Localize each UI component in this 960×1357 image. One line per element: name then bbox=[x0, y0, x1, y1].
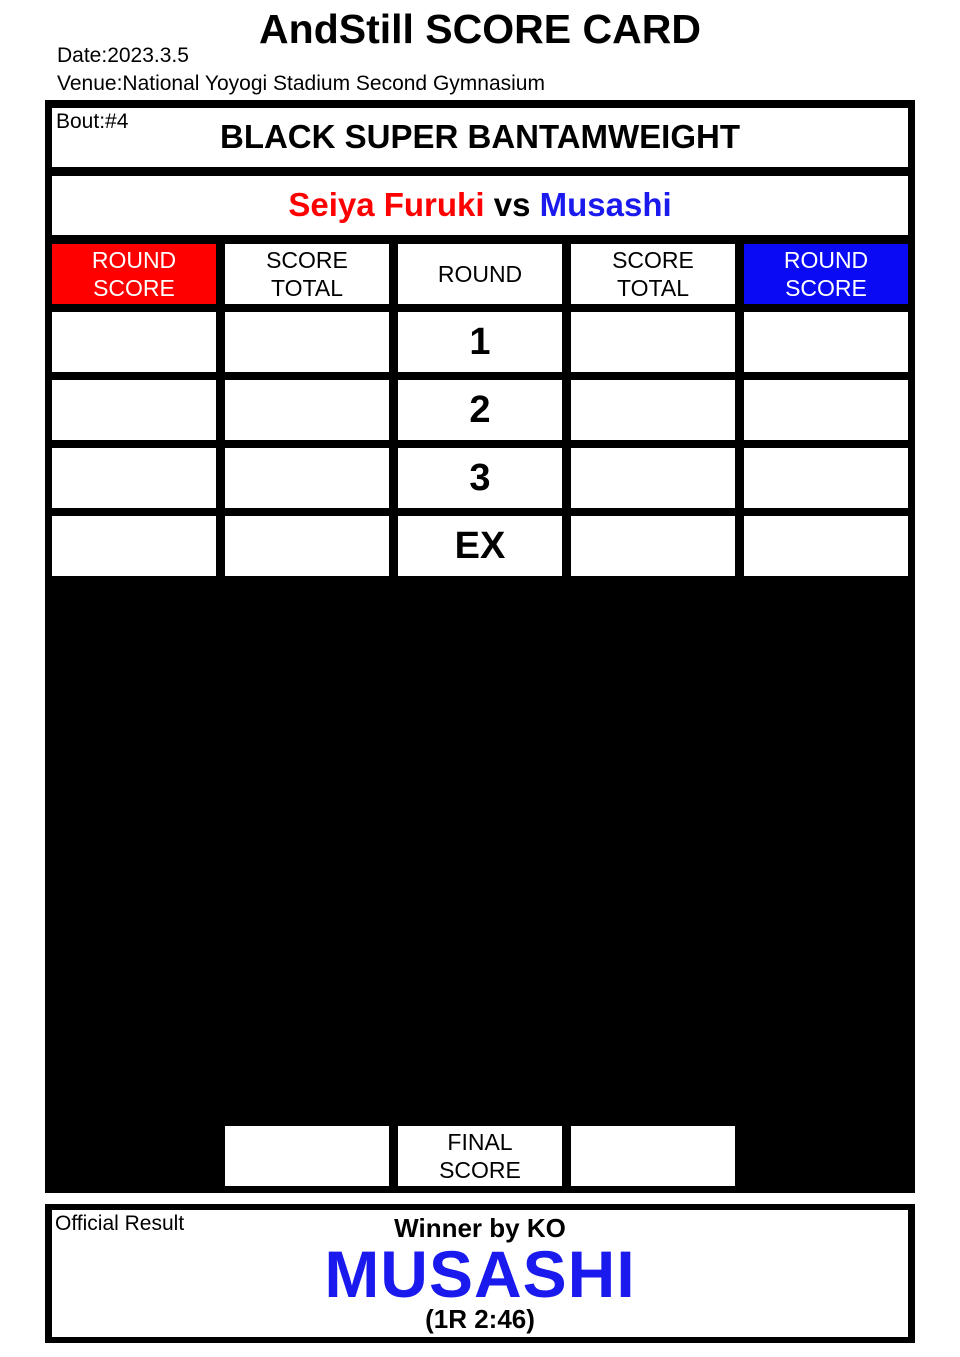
red-score-total-cell bbox=[225, 516, 389, 576]
finish-time: (1R 2:46) bbox=[425, 1304, 535, 1334]
blue-score-total-cell bbox=[571, 312, 735, 372]
vs-text: vs bbox=[484, 186, 540, 223]
blue-round-score-header: ROUND SCORE bbox=[744, 244, 908, 304]
blue-round-score-cell bbox=[744, 312, 908, 372]
blue-round-score-cell bbox=[744, 380, 908, 440]
fighters-line bbox=[52, 184, 908, 226]
blue-round-score-cell bbox=[744, 516, 908, 576]
winner-name: MUSASHI bbox=[324, 1237, 636, 1311]
official-result-label: Official Result bbox=[55, 1212, 185, 1235]
event-venue: Venue:National Yoyogi Stadium Second Gymnasium bbox=[57, 72, 545, 95]
blue-score-total-cell bbox=[571, 380, 735, 440]
blue-corner-fighter: Musashi bbox=[539, 186, 672, 223]
blue-score-total-header: SCORE TOTAL bbox=[571, 244, 735, 304]
final-score-label: FINAL SCORE bbox=[398, 1126, 562, 1186]
event-date: Date:2023.3.5 bbox=[57, 44, 189, 67]
red-score-total-header: SCORE TOTAL bbox=[225, 244, 389, 304]
round-number: 2 bbox=[398, 380, 562, 440]
red-score-total-cell bbox=[225, 448, 389, 508]
red-round-score-cell bbox=[52, 448, 216, 508]
blue-score-total-cell bbox=[571, 448, 735, 508]
blue-score-total-cell bbox=[571, 516, 735, 576]
red-round-score-cell bbox=[52, 380, 216, 440]
red-round-score-header: ROUND SCORE bbox=[52, 244, 216, 304]
bout-number: Bout:#4 bbox=[56, 110, 129, 133]
win-method: Winner by KO bbox=[394, 1213, 566, 1243]
round-number: 1 bbox=[398, 312, 562, 372]
red-score-total-cell bbox=[225, 380, 389, 440]
round-number: 3 bbox=[398, 448, 562, 508]
round-header: ROUND bbox=[398, 244, 562, 304]
round-number: EX bbox=[398, 516, 562, 576]
page-title: AndStill SCORE CARD bbox=[259, 6, 701, 52]
red-score-total-cell bbox=[225, 312, 389, 372]
blue-final-score-cell bbox=[571, 1126, 735, 1186]
red-round-score-cell bbox=[52, 312, 216, 372]
red-round-score-cell bbox=[52, 516, 216, 576]
red-corner-fighter: Seiya Furuki bbox=[288, 186, 485, 223]
red-final-score-cell bbox=[225, 1126, 389, 1186]
blue-round-score-cell bbox=[744, 448, 908, 508]
weight-class: BLACK SUPER BANTAMWEIGHT bbox=[219, 118, 741, 155]
